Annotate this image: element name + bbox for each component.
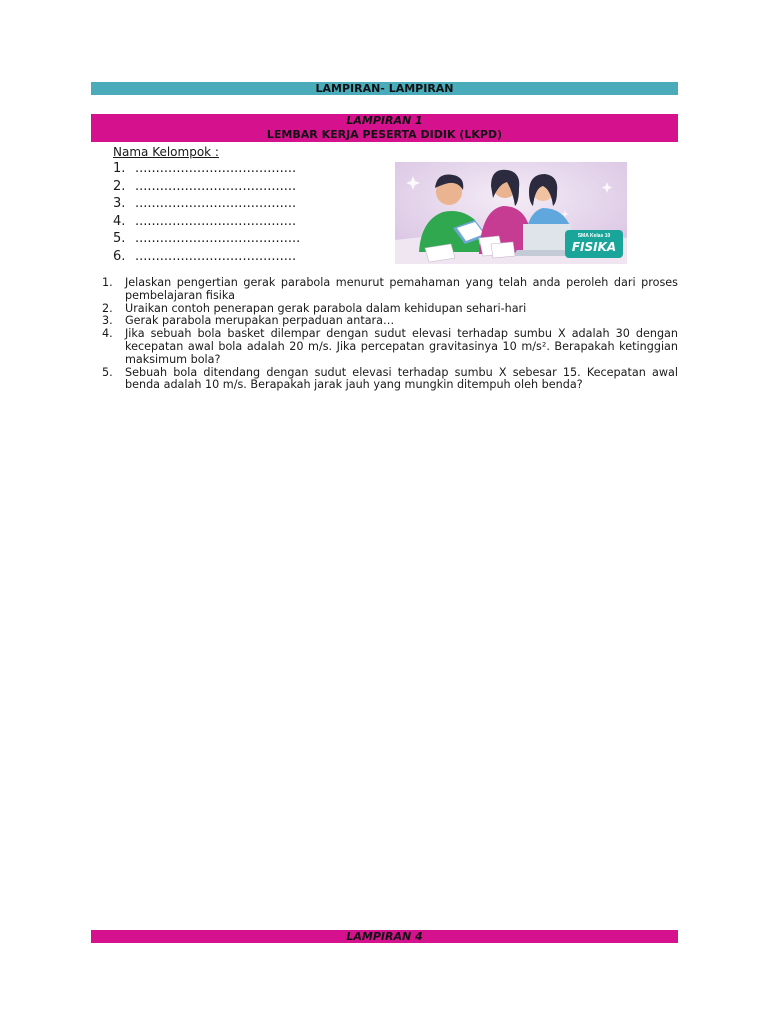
section-number: LAMPIRAN 1 — [346, 114, 423, 127]
question-item: 3. Gerak parabola merupakan perpaduan antara… — [102, 314, 395, 328]
member-line: 4. ....................................... — [113, 213, 297, 229]
member-line: 1. ....................................... — [113, 161, 297, 176]
question-item: 4. Jika sebuah bola basket dilempar dengan sudut elevasi terhadap sumbu X adalah 30 dengan kecepatan awal bola adalah 20 m/s. Jika percepatan gravitasinya 10 m/s². Berapakah ketinggian maksimum bola? — [102, 327, 678, 366]
member-line: 2. ....................................... — [113, 178, 297, 194]
badge-caption: SMA Kelas 10 — [577, 233, 611, 239]
question-list — [102, 277, 678, 392]
section-banner — [91, 114, 678, 142]
question-item: 2. Uraikan contoh penerapan gerak parabola dalam kehidupan sehari-hari — [102, 301, 527, 315]
footer-title: LAMPIRAN 4 — [346, 930, 423, 943]
question-item: 1. Jelaskan pengertian gerak parabola menurut pemahaman yang telah anda peroleh dari proses pembelajaran fisika — [102, 276, 678, 302]
member-list — [113, 160, 300, 266]
header-title: LAMPIRAN- LAMPIRAN — [315, 82, 454, 95]
header-bar — [91, 82, 678, 95]
member-line: 3. ....................................... — [113, 196, 297, 212]
question-item: 5. Sebuah bola ditendang dengan sudut elevasi terhadap sumbu X sebesar 15. Kecepatan awal benda adalah 10 m/s. Berapakah jarak jauh yang mungkin ditempuh oleh benda? — [102, 365, 678, 392]
section-title: LEMBAR KERJA PESERTA DIDIK (LKPD) — [266, 128, 503, 141]
member-line: 6. ....................................... — [113, 248, 297, 264]
badge-subject: FISIKA — [571, 240, 617, 254]
group-label: Nama Kelompok : — [113, 145, 219, 159]
footer-bar — [91, 930, 678, 943]
students-illustration — [395, 162, 627, 264]
member-line: 5. ........................................ — [113, 231, 301, 247]
